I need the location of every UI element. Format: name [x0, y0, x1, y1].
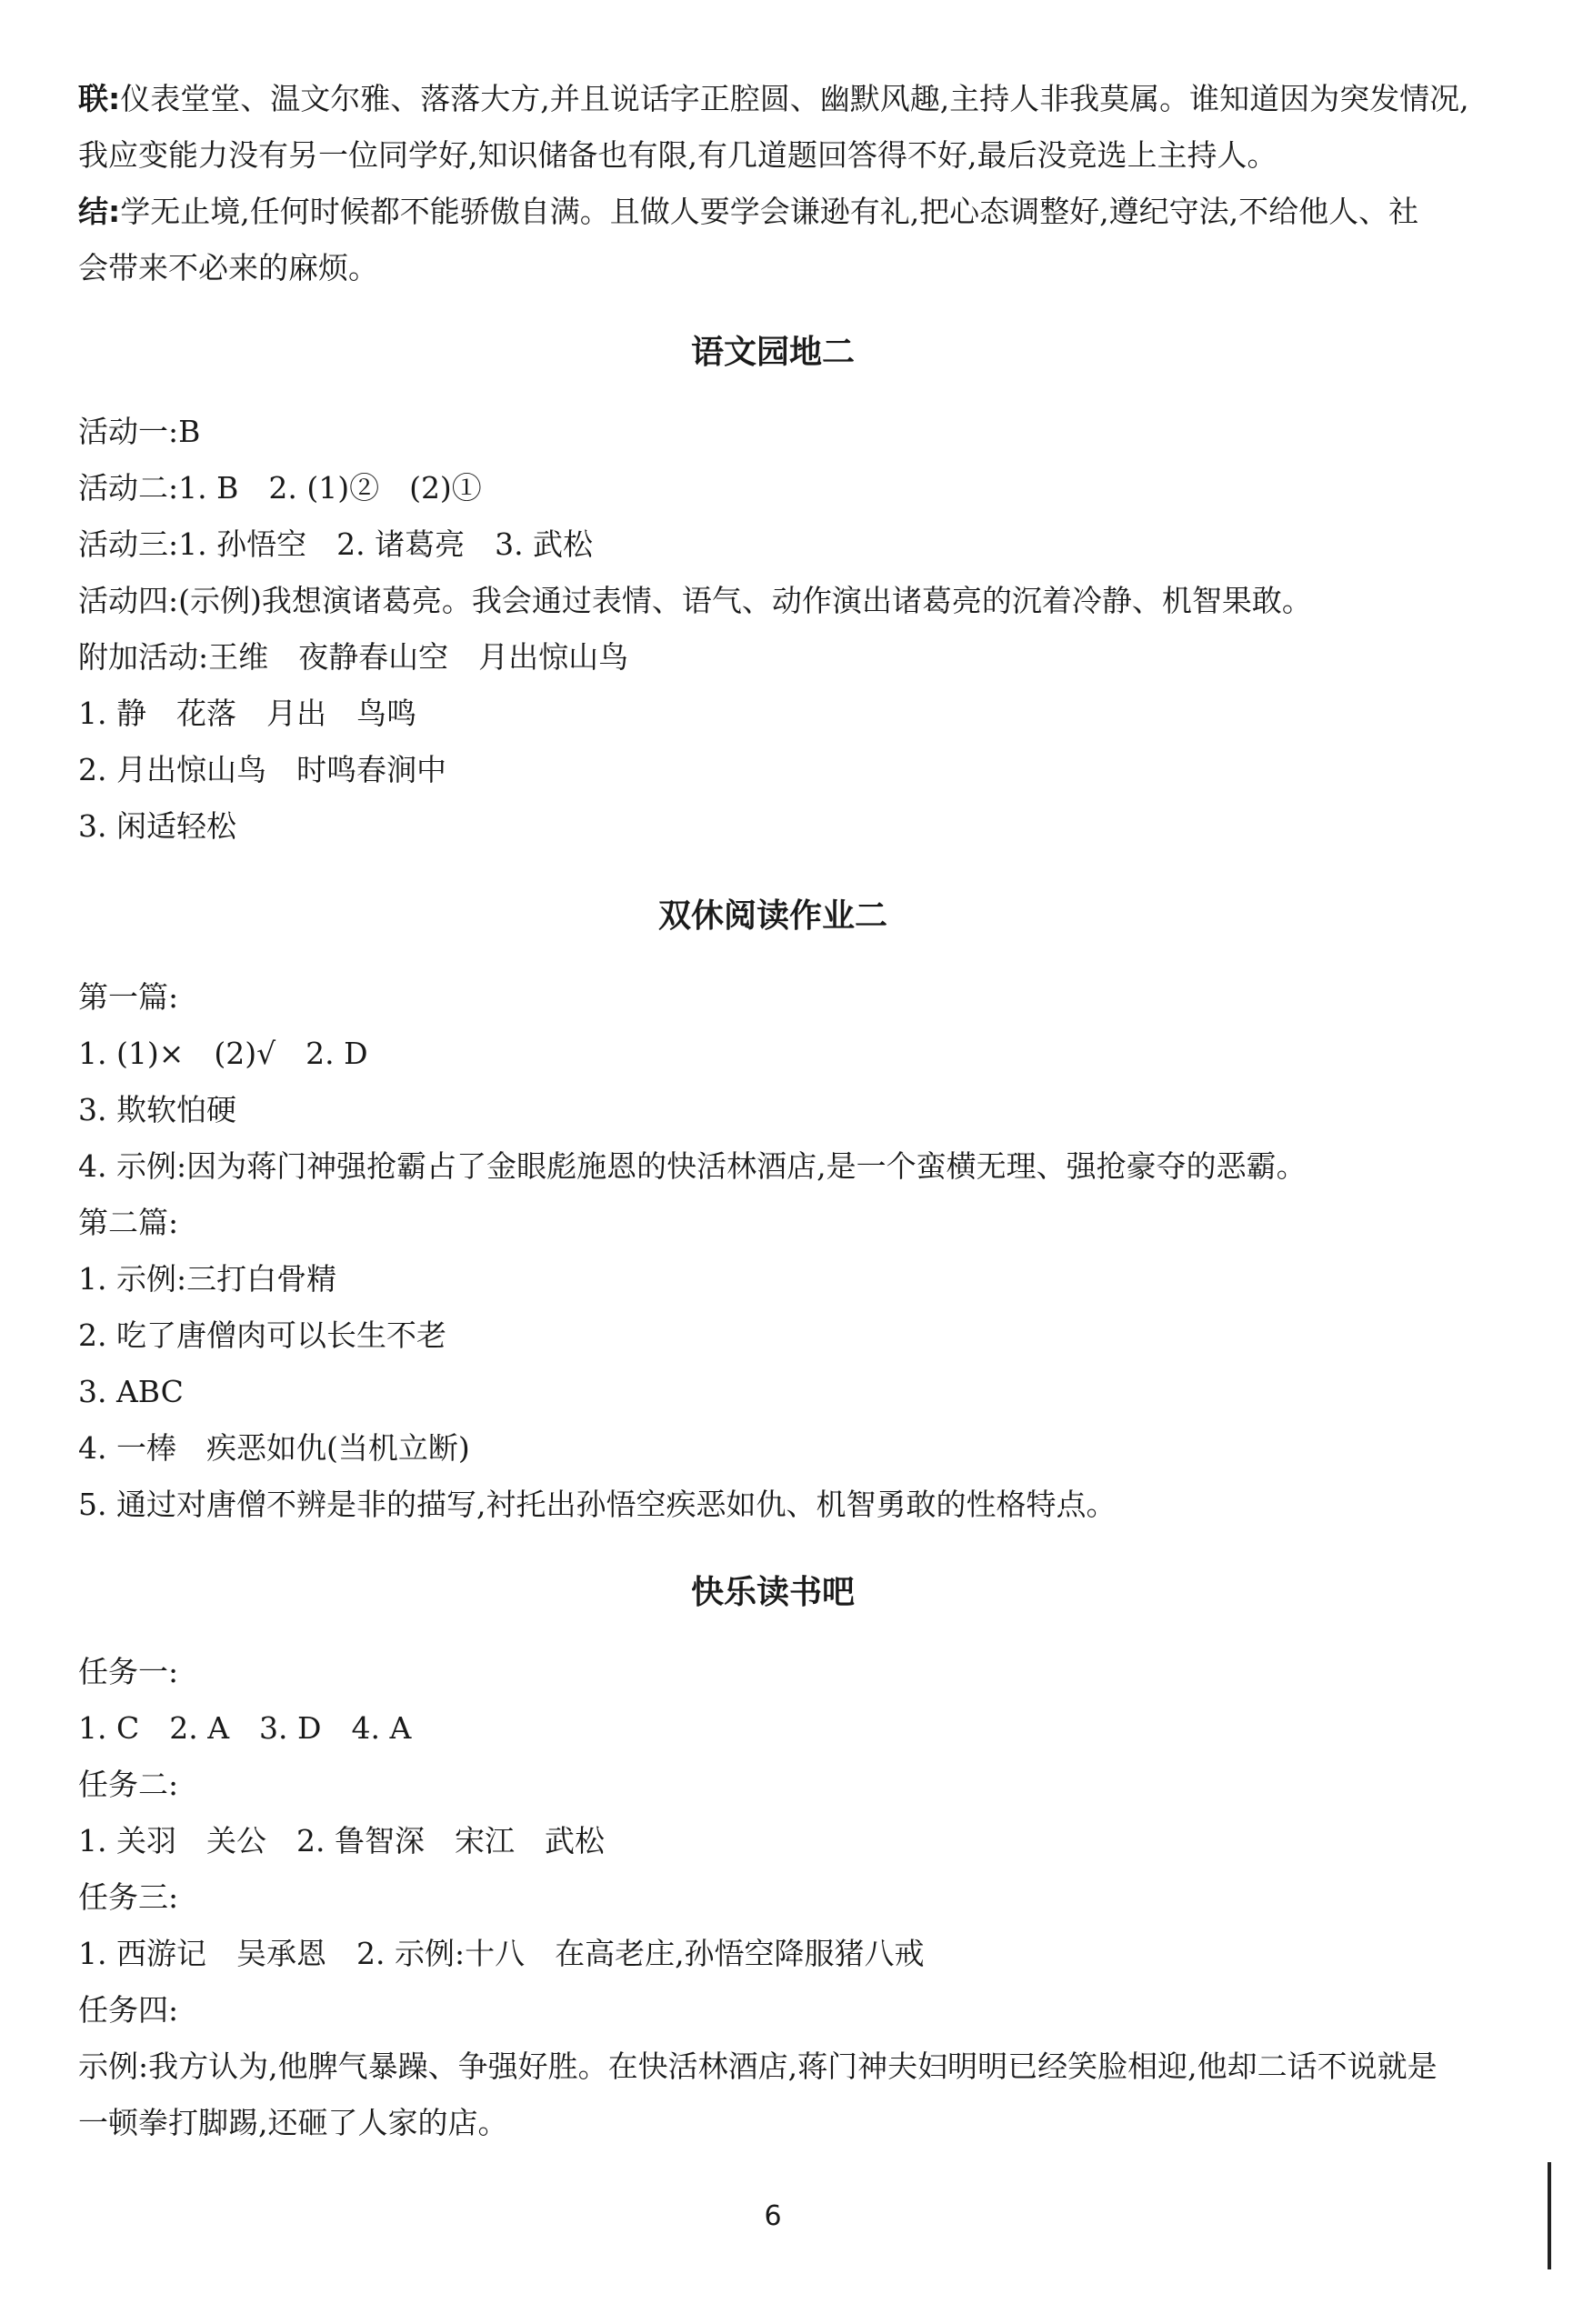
page-edge-mark: [1548, 2162, 1551, 2269]
page-number: 6: [764, 2200, 782, 2232]
answer-line: 第一篇:: [78, 979, 179, 1015]
lian-text-1: 仪表堂堂、温文尔雅、落落大方,并且说话字正腔圆、幽默风趣,主持人非我莫属。谁知道因为突发情况,: [120, 81, 1469, 116]
answer-line: 1. 示例:三打白骨精: [78, 1261, 337, 1297]
jie-text-1: 学无止境,任何时候都不能骄傲自满。且做人要学会谦逊有礼,把心态调整好,遵纪守法,不给他人、社: [120, 194, 1419, 229]
section-shuangxiu: [78, 969, 1497, 1533]
answer-line: 任务一:: [78, 1654, 179, 1689]
lian-label: 联:: [78, 81, 121, 116]
jie-label: 结:: [78, 194, 121, 229]
answer-line: 1. 静 花落 月出 鸟鸣: [78, 696, 416, 731]
answer-line: 示例:我方认为,他脾气暴躁、争强好胜。在快活林酒店,蒋门神夫妇明明已经笑脸相迎,他却二话不说就是: [78, 2049, 1438, 2084]
answer-line: 3. ABC: [78, 1374, 184, 1409]
answer-line: 2. 月出惊山鸟 时鸣春涧中: [78, 752, 446, 787]
answer-line: 1. 关羽 关公 2. 鲁智深 宋江 武松: [78, 1823, 605, 1858]
section-title-kuaile-dushu: 快乐读书吧: [690, 1574, 855, 1611]
answer-line: 3. 欺软怕硬: [78, 1092, 236, 1127]
lian-line-1: [78, 71, 1497, 127]
answer-line: 4. 示例:因为蒋门神强抢霸占了金眼彪施恩的快活林酒店,是一个蛮横无理、强抢豪夺的恶霸。: [78, 1148, 1307, 1184]
answer-line: 4. 一棒 疾恶如仇(当机立断): [78, 1430, 470, 1466]
answer-line: 任务四:: [78, 1992, 179, 2028]
answer-line: 5. 通过对唐僧不辨是非的描写,衬托出孙悟空疾恶如仇、机智勇敢的性格特点。: [78, 1487, 1117, 1522]
answer-line: 附加活动:王维 夜静春山空 月出惊山鸟: [78, 639, 629, 675]
section-kuaile-dushu: [78, 1644, 1497, 2151]
lian-line-2: 我应变能力没有另一位同学好,知识储备也有限,有几道题回答得不好,最后没竞选上主持人。: [78, 137, 1277, 173]
answer-line: 一顿拳打脚踢,还砸了人家的店。: [78, 2105, 508, 2140]
answer-line: 任务三:: [78, 1879, 179, 1915]
answer-line: 1. 西游记 吴承恩 2. 示例:十八 在高老庄,孙悟空降服猪八戒: [78, 1936, 925, 1971]
answer-line: 第二篇:: [78, 1205, 179, 1240]
answer-line: 活动二:1. B 2. (1)② (2)①: [78, 470, 482, 506]
answer-line: 任务二:: [78, 1767, 179, 1802]
section-title-yuwen-yuandi: 语文园地二: [690, 334, 855, 371]
section-title-shuangxiu: 双休阅读作业二: [657, 897, 887, 935]
answer-line: 活动四:(示例)我想演诸葛亮。我会通过表情、语气、动作演出诸葛亮的沉着冷静、机智果敢。: [78, 583, 1312, 618]
answer-line: 1. C 2. A 3. D 4. A: [78, 1710, 412, 1746]
jie-line-2: 会带来不必来的麻烦。: [78, 250, 378, 285]
answer-line: 3. 闲适轻松: [78, 808, 236, 844]
section-yuwen-yuandi: [78, 404, 1497, 855]
answer-line: 2. 吃了唐僧肉可以长生不老: [78, 1317, 446, 1353]
answer-line: 活动一:B: [78, 414, 201, 449]
intro-block: [78, 71, 1497, 296]
answer-line: 1. (1)× (2)√ 2. D: [78, 1036, 368, 1071]
jie-line-1: [78, 184, 1497, 240]
answer-line: 活动三:1. 孙悟空 2. 诸葛亮 3. 武松: [78, 526, 594, 562]
